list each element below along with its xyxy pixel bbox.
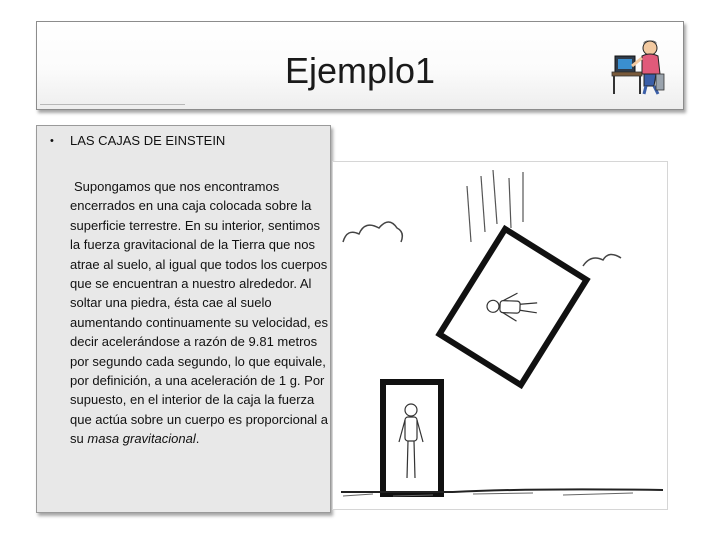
illustration-drawing	[333, 162, 669, 511]
title-underline	[40, 104, 185, 105]
standing-person	[399, 404, 423, 478]
falling-box	[439, 229, 586, 385]
slide-title: Ejemplo1	[284, 50, 436, 91]
section-heading: LAS CAJAS DE EINSTEIN	[70, 133, 226, 148]
bullet-point: •	[50, 135, 54, 147]
speed-lines	[467, 170, 523, 242]
body-paragraph	[70, 177, 330, 449]
cloud-right	[583, 254, 621, 266]
cloud-left	[343, 222, 402, 242]
floating-person	[487, 292, 538, 322]
ground-line	[341, 489, 663, 492]
title-banner	[36, 21, 684, 110]
einstein-boxes-illustration	[332, 161, 668, 510]
standing-box	[383, 382, 441, 494]
paragraph-text: Supongamos que nos encontramos encerrados en una caja colocada sobre la superficie terrestre. En su interior, sentimos la fuerza gravitacional de la Tierra que nos atrae al suelo, al igual que todos los cuerpos que se encuentran a nuestro alrededor. Al soltar una piedra, ésta cae al suelo aumentando continuamente su velocidad, es decir acelerándose a razón de 9.81 metros por segundo cada segundo, lo que equivale, por definición, a una aceleración de 1 g. Por supuesto, en el interior de la caja la fuerza que actúa sobre un cuerpo es proporcional a su	[70, 179, 329, 447]
paragraph-italic-term: masa gravitacional	[87, 431, 196, 447]
person-at-computer-icon	[610, 34, 670, 96]
paragraph-end: .	[195, 431, 200, 447]
